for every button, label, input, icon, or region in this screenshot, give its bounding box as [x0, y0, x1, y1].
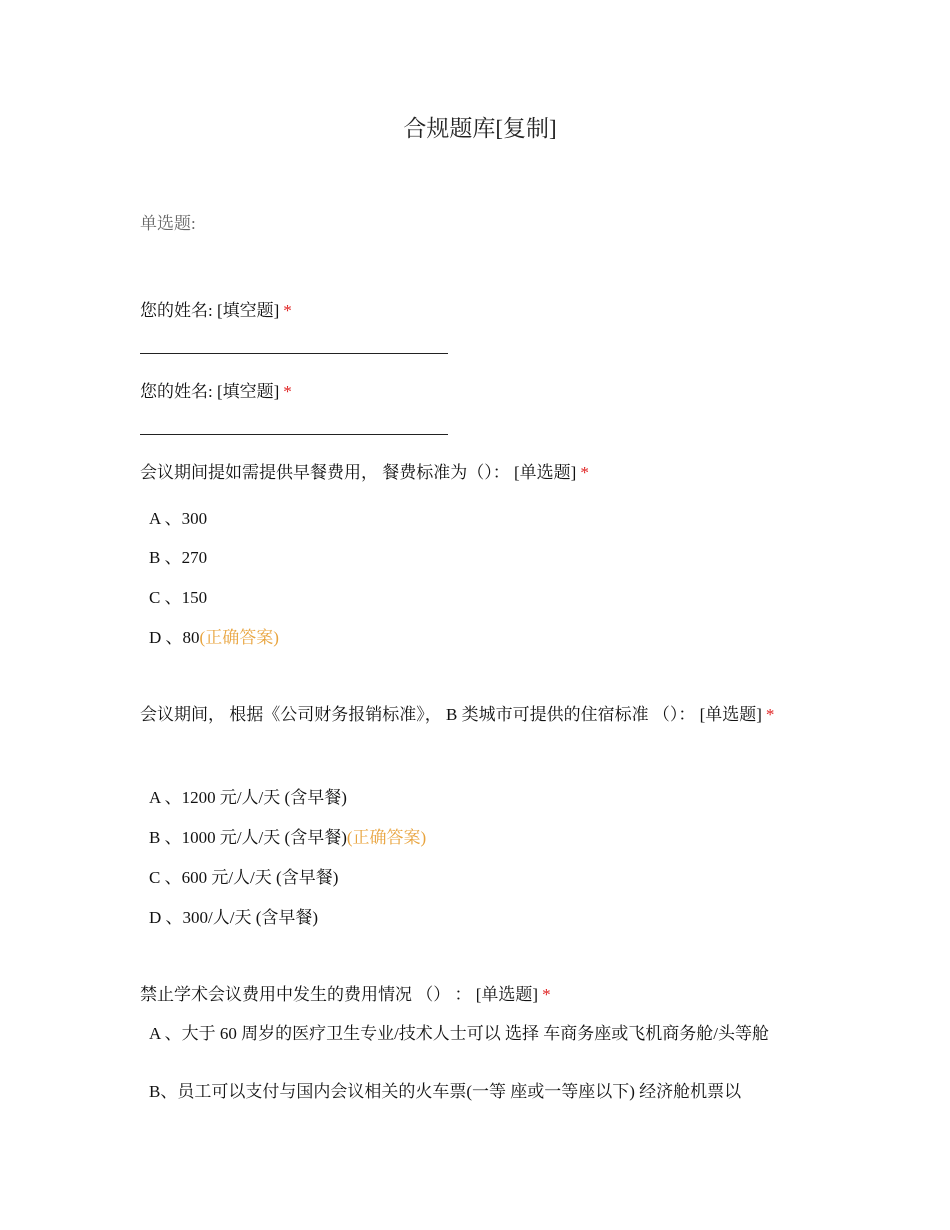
option-text: C 、150 — [149, 588, 208, 607]
option-a[interactable] — [149, 787, 809, 809]
option-d[interactable] — [149, 627, 809, 649]
question-name-2 — [140, 373, 805, 410]
question-meal-standard — [140, 454, 805, 491]
question-text: 您的姓名: [填空题] — [140, 382, 280, 401]
option-text: A 、300 — [149, 509, 208, 528]
question-name-1 — [140, 292, 805, 329]
section-label: 单选题: — [140, 214, 196, 233]
option-b[interactable] — [149, 827, 809, 849]
correct-answer-note: (正确答案) — [199, 628, 279, 647]
option-text: A 、1200 元/人/天 (含早餐) — [149, 788, 347, 807]
option-b[interactable] — [149, 1081, 809, 1103]
required-mark: * — [765, 705, 775, 724]
answer-blank-line[interactable] — [140, 353, 448, 354]
option-text: C 、600 元/人/天 (含早餐) — [149, 868, 339, 887]
question-text: 您的姓名: [填空题] — [140, 301, 280, 320]
option-d[interactable] — [149, 907, 809, 929]
option-text: B 、270 — [149, 548, 208, 567]
required-mark: * — [283, 382, 292, 401]
question-text: 会议期间， 根据《公司财务报销标准》， B 类城市可提供的住宿标准 （）： [单选题] — [140, 705, 762, 724]
option-text: B、员工可以支付与国内会议相关的火车票(一等 座或一等座以下) 经济舱机票以 — [149, 1082, 742, 1101]
correct-answer-note: (正确答案) — [346, 828, 427, 847]
option-text: D 、80 — [149, 628, 200, 647]
answer-blank-line[interactable] — [140, 434, 448, 435]
option-c[interactable] — [149, 587, 809, 609]
document-title: 合规题库[复制] — [403, 116, 557, 141]
option-b[interactable] — [149, 547, 809, 569]
option-text: A 、大于 60 周岁的医疗卫生专业/技术人士可以 选择 车商务座或飞机商务舱/头等舱 — [149, 1024, 770, 1043]
required-mark: * — [580, 463, 589, 482]
question-prohibited-expenses — [140, 976, 805, 1013]
question-text: 禁止学术会议费用中发生的费用情况 （） ： [单选题] — [140, 985, 539, 1004]
question-text: 会议期间提如需提供早餐费用， 餐费标准为（）： [单选题] — [140, 463, 577, 482]
option-a[interactable] — [149, 508, 809, 530]
option-c[interactable] — [149, 867, 809, 889]
option-text: B 、1000 元/人/天 (含早餐) — [149, 828, 347, 847]
option-text: D 、300/人/天 (含早餐) — [149, 908, 319, 927]
required-mark: * — [542, 985, 551, 1004]
required-mark: * — [283, 301, 292, 320]
question-hotel-standard — [140, 696, 805, 733]
option-a[interactable] — [149, 1023, 809, 1045]
